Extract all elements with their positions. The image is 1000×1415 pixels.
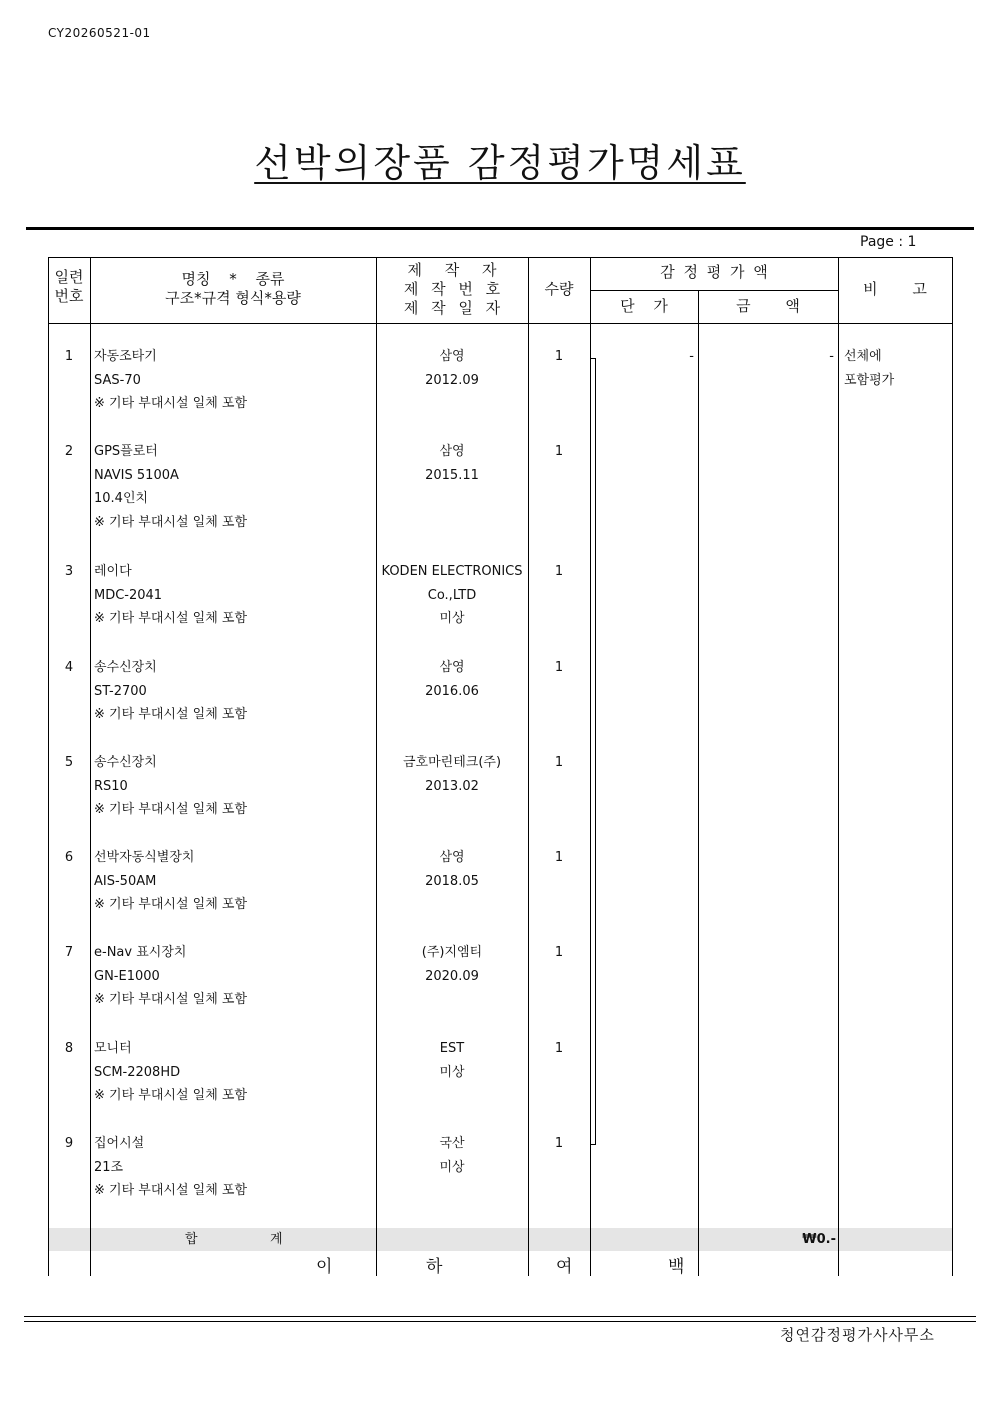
page-title xyxy=(0,132,1000,187)
item-maker-line: 미상 xyxy=(439,1159,465,1175)
item-no: 9 xyxy=(64,1136,74,1151)
item-name-line: e-Nav 표시장치 xyxy=(94,945,187,960)
item-name-line: 집어시설 xyxy=(94,1136,145,1151)
item-no: 3 xyxy=(64,564,74,579)
item-name-line: RS10 xyxy=(94,778,128,794)
item-name-line: NAVIS 5100A xyxy=(94,467,179,483)
item-name-line: 송수신장치 xyxy=(94,660,157,675)
item-name-line: ※ 기타 부대시설 일체 포함 xyxy=(94,611,248,627)
footer-divider-2 xyxy=(24,1321,976,1322)
table-top-border xyxy=(48,257,953,258)
item-maker-line: 삼영 xyxy=(439,850,465,865)
item-name-line: ※ 기타 부대시설 일체 포함 xyxy=(94,897,248,913)
item-maker-line: 미상 xyxy=(439,611,465,627)
header-maker xyxy=(376,261,528,318)
item-maker-line: 2020.09 xyxy=(425,968,479,984)
item-name-line: 레이다 xyxy=(94,564,132,579)
item-name-line: GPS플로터 xyxy=(94,444,158,459)
item-name-line: 21조 xyxy=(94,1159,124,1175)
item-name-line: SCM-2208HD xyxy=(94,1064,181,1080)
item-name-line: ※ 기타 부대시설 일체 포함 xyxy=(94,1183,248,1199)
item-name-line: ※ 기타 부대시설 일체 포함 xyxy=(94,992,248,1008)
top-divider xyxy=(26,227,974,230)
item-name-line: ※ 기타 부대시설 일체 포함 xyxy=(94,515,248,531)
item-no: 1 xyxy=(64,349,74,364)
total-label-left: 합 xyxy=(185,1232,198,1247)
header-unit-price: 단 가 xyxy=(620,297,668,315)
ihayeobaek-1: 이 xyxy=(316,1257,333,1277)
header-amount: 금 액 xyxy=(736,297,800,315)
ihayeobaek-2: 하 xyxy=(426,1257,443,1277)
item-no: 2 xyxy=(64,444,74,459)
header-maker-line1: 제 작 자 xyxy=(407,261,497,279)
item-maker-line: Co.,LTD xyxy=(427,587,477,603)
item-remarks-line: 선체에 xyxy=(844,349,882,364)
ihayeobaek-3: 여 xyxy=(556,1257,573,1277)
price-bracket-top xyxy=(590,358,596,359)
item-name-line: 10.4인치 xyxy=(94,491,149,507)
item-maker-line: (주)지엠티 xyxy=(421,945,483,960)
item-maker-line: 2013.02 xyxy=(425,778,479,794)
item-name-line: 자동조타기 xyxy=(94,349,157,364)
item-qty: 1 xyxy=(554,349,564,364)
item-qty: 1 xyxy=(554,945,564,960)
header-maker-line2: 제 작 번 호 xyxy=(403,280,501,298)
item-name-line: ST-2700 xyxy=(94,683,147,699)
total-label-right: 계 xyxy=(270,1232,283,1247)
item-maker-line: 삼영 xyxy=(439,660,465,675)
total-amount: ₩0.- xyxy=(802,1232,836,1247)
item-name-line: ※ 기타 부대시설 일체 포함 xyxy=(94,707,248,723)
item-qty: 1 xyxy=(554,755,564,770)
item-maker-line: 금호마린테크(주) xyxy=(402,755,502,770)
header-name xyxy=(90,270,376,308)
item-maker-line: 2012.09 xyxy=(425,372,479,388)
item-name-line: AIS-50AM xyxy=(94,873,157,889)
item-name-line: MDC-2041 xyxy=(94,587,163,603)
item-name-line: ※ 기타 부대시설 일체 포함 xyxy=(94,802,248,818)
item-name-line: ※ 기타 부대시설 일체 포함 xyxy=(94,1088,248,1104)
header-appraisal: 감 정 평 가 액 xyxy=(660,263,768,281)
item-maker-line: 삼영 xyxy=(439,349,465,364)
office-name: 청연감정평가사사무소 xyxy=(780,1326,935,1344)
header-serial-line2: 번호 xyxy=(54,287,84,305)
header-bottom-border xyxy=(48,323,953,324)
col-sep-price xyxy=(590,257,591,1276)
price-bracket-bottom xyxy=(590,1144,596,1145)
item-maker-line: 미상 xyxy=(439,1064,465,1080)
item-maker-line: EST xyxy=(439,1041,465,1056)
item-qty: 1 xyxy=(554,564,564,579)
footer-divider-1 xyxy=(24,1316,976,1317)
item-no: 5 xyxy=(64,755,74,770)
appraisal-split-line xyxy=(590,290,838,291)
item-maker-line: 2015.11 xyxy=(425,467,479,483)
item-no: 8 xyxy=(64,1041,74,1056)
item-name-line: 선박자동식별장치 xyxy=(94,850,195,865)
item-maker-line: 국산 xyxy=(439,1136,465,1151)
item-qty: 1 xyxy=(554,660,564,675)
item-qty: 1 xyxy=(554,850,564,865)
col-sep-amount xyxy=(698,290,699,1276)
header-qty: 수량 xyxy=(544,280,574,298)
page-indicator: Page : 1 xyxy=(860,234,917,250)
ihayeobaek-4: 백 xyxy=(668,1257,685,1277)
header-serial xyxy=(48,268,90,306)
item-no: 4 xyxy=(64,660,74,675)
title-text: 선박의장품 감정평가명세표 xyxy=(254,141,746,185)
col-sep-remarks xyxy=(838,257,839,1276)
right-border xyxy=(952,257,953,1276)
item-name-line: ※ 기타 부대시설 일체 포함 xyxy=(94,396,248,412)
document-number: CY20260521-01 xyxy=(48,26,151,40)
header-maker-line3: 제 작 일 자 xyxy=(403,299,501,317)
item-qty: 1 xyxy=(554,1041,564,1056)
header-serial-line1: 일련 xyxy=(54,268,84,286)
item-maker-line: KODEN ELECTRONICS xyxy=(381,564,523,579)
item-no: 6 xyxy=(64,850,74,865)
item-remarks-line: 포함평가 xyxy=(844,372,895,388)
col-sep-name xyxy=(90,257,91,1276)
item-qty: 1 xyxy=(554,444,564,459)
header-remarks: 비 고 xyxy=(863,280,927,298)
price-bracket-line xyxy=(595,358,596,1145)
item-name-line: 모니터 xyxy=(94,1041,132,1056)
item-no: 7 xyxy=(64,945,74,960)
header-name-line2: 구조*규격 형식*용량 xyxy=(165,289,301,307)
item-maker-line: 삼영 xyxy=(439,444,465,459)
item-amount: - xyxy=(829,349,834,364)
item-name-line: SAS-70 xyxy=(94,372,141,388)
item-name-line: 송수신장치 xyxy=(94,755,157,770)
item-qty: 1 xyxy=(554,1136,564,1151)
item-name-line: GN-E1000 xyxy=(94,968,160,984)
item-maker-line: 2016.06 xyxy=(425,683,479,699)
header-name-line1: 명칭 * 종류 xyxy=(181,270,285,288)
item-unit-price: - xyxy=(689,349,694,364)
item-maker-line: 2018.05 xyxy=(425,873,479,889)
